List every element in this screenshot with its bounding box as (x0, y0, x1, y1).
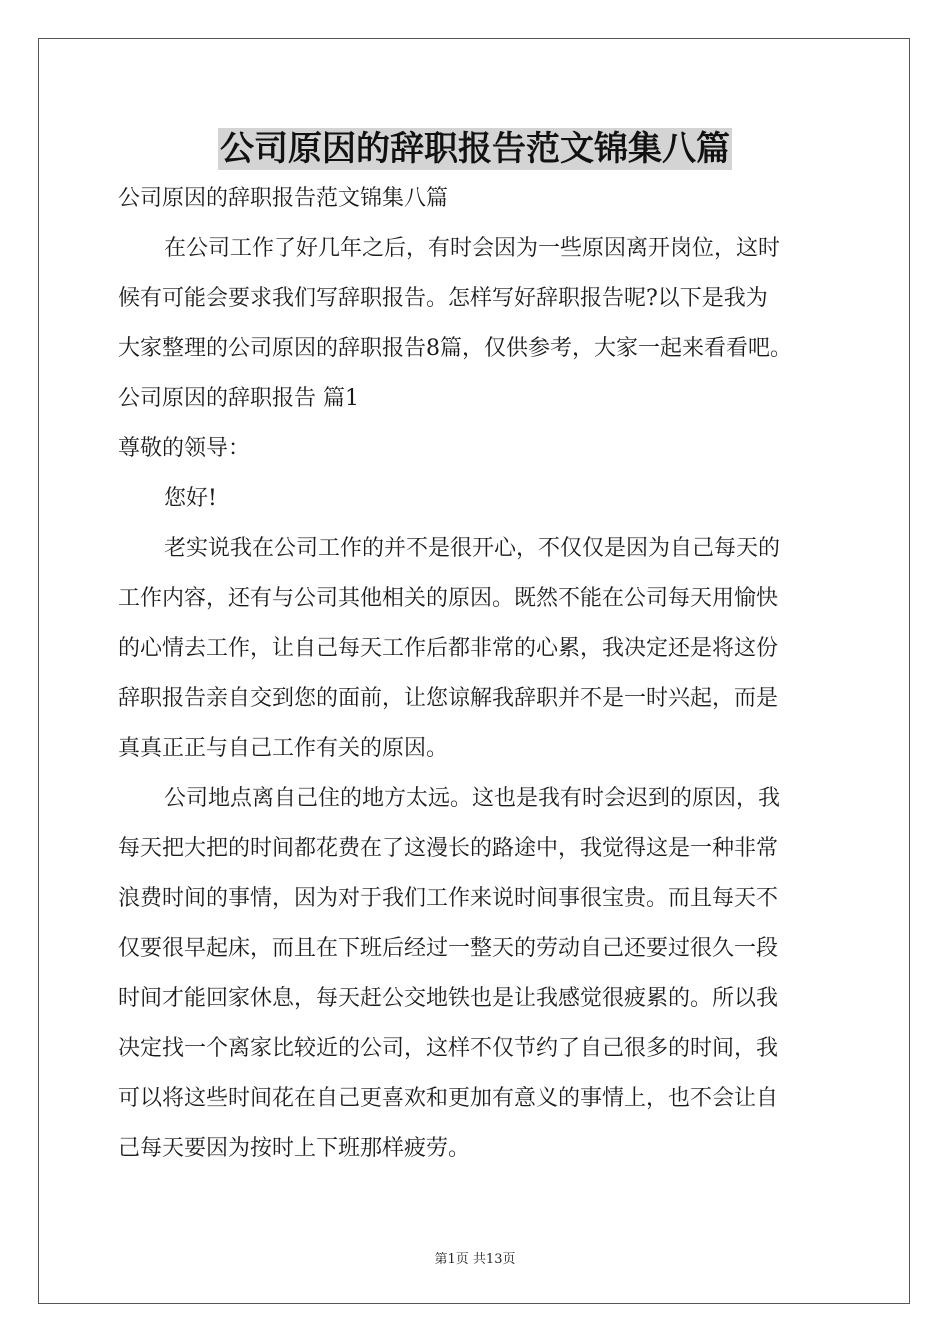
paragraph-line: 仅要很早起床，而且在下班后经过一整天的劳动自己还要过很久一段 (118, 936, 779, 961)
paragraph-line: 己每天要因为按时上下班那样疲劳。 (118, 1136, 471, 1161)
paragraph-line: 真真正正与自己工作有关的原因。 (118, 736, 449, 761)
paragraph-line: 老实说我在公司工作的并不是很开心，不仅仅是因为自己每天的 (164, 536, 781, 561)
paragraph-line: 辞职报告亲自交到您的面前，让您谅解我辞职并不是一时兴起，而是 (118, 686, 779, 711)
greeting: 您好! (164, 486, 217, 511)
document-subtitle: 公司原因的辞职报告范文锦集八篇 (118, 186, 449, 211)
intro-line-1: 在公司工作了好几年之后，有时会因为一些原因离开岗位，这时 (164, 236, 781, 261)
page-border (38, 38, 910, 1304)
paragraph-line: 可以将这些时间花在自己更喜欢和更加有意义的事情上，也不会让自 (118, 1086, 779, 1111)
section-heading: 公司原因的辞职报告 篇1 (118, 386, 359, 411)
paragraph-line: 工作内容，还有与公司其他相关的原因。既然不能在公司每天用愉快 (118, 586, 779, 611)
title-container (0, 128, 950, 170)
document-title: 公司原因的辞职报告范文锦集八篇 (220, 129, 730, 169)
paragraph-line: 公司地点离自己住的地方太远。这也是我有时会迟到的原因，我 (164, 786, 781, 811)
paragraph-line: 时间才能回家休息，每天赶公交地铁也是让我感觉很疲累的。所以我 (118, 986, 779, 1011)
intro-line-2: 候有可能会要求我们写辞职报告。怎样写好辞职报告呢?以下是我为 (118, 286, 768, 311)
paragraph-line: 的心情去工作，让自己每天工作后都非常的心累，我决定还是将这份 (118, 636, 779, 661)
paragraph-line: 决定找一个离家比较近的公司，这样不仅节约了自己很多的时间，我 (118, 1036, 779, 1061)
page-footer: 第1页 共13页 (434, 1252, 516, 1267)
salutation: 尊敬的领导： (118, 436, 251, 461)
intro-line-3: 大家整理的公司原因的辞职报告8篇，仅供参考，大家一起来看看吧。 (118, 336, 792, 361)
paragraph-line: 每天把大把的时间都花费在了这漫长的路途中，我觉得这是一种非常 (118, 836, 779, 861)
paragraph-line: 浪费时间的事情，因为对于我们工作来说时间事很宝贵。而且每天不 (118, 886, 779, 911)
